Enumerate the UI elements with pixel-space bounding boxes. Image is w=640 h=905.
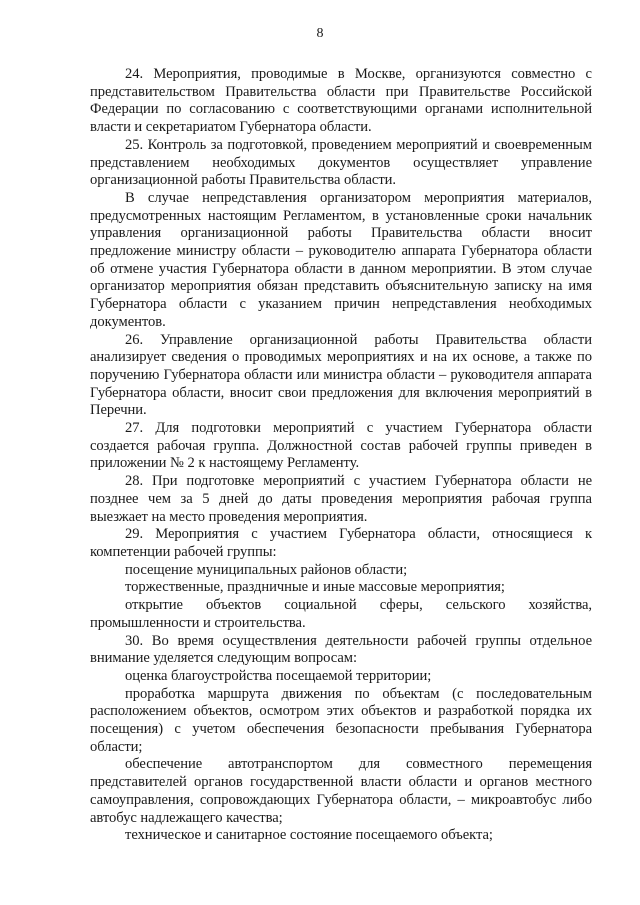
list-item: оценка благоустройства посещаемой территории; — [125, 667, 432, 684]
list-item: проработка маршрута движения по объектам (с последовательным расположением объектов, осмотром этих объектов и разработкой порядка их посещения) с учетом обеспечения безопасности пребывания Губернатора области; — [90, 685, 592, 755]
paragraph-26: 26. Управление организационной работы Правительства области анализирует сведения о проводимых мероприятиях и на их основе, а также по поручению Губернатора области или министра области – руководителя аппарата Губернатора области, вносит свои предложения для включения мероприятий в Перечни. — [90, 331, 592, 419]
paragraph-29: 29. Мероприятия с участием Губернатора области, относящиеся к компетенции рабочей группы: — [90, 526, 592, 560]
paragraph-25: 25. Контроль за подготовкой, проведением мероприятий и своевременным представлением необходимых документов осуществляет управление организационной работы Правительства области. — [90, 136, 592, 189]
list-item: обеспечение автотранспортом для совместного перемещения представителей органов государственной власти области и органов местного самоуправления, сопровождающих Губернатора области, – микроавтобус либо автобус надлежащего качества; — [90, 756, 592, 826]
document-body — [90, 66, 592, 845]
page-number: 8 — [316, 26, 324, 41]
paragraph-27: 27. Для подготовки мероприятий с участием Губернатора области создается рабочая группа. Должностной состав рабочей группы приведен в приложении № 2 к настоящему Регламенту. — [90, 420, 592, 472]
paragraph-24: 24. Мероприятия, проводимые в Москве, организуются совместно с представительством Правительства области при Правительстве Российской Федерации по согласованию с соответствующими органами исполнительной власти и секретариатом Губернатора области. — [90, 66, 592, 136]
list-item: посещение муниципальных районов области; — [125, 561, 408, 578]
list-item: торжественные, праздничные и иные массовые мероприятия; — [125, 579, 505, 596]
list-item: открытие объектов социальной сферы, сельского хозяйства, промышленности и строительства. — [90, 597, 592, 631]
paragraph-30: 30. Во время осуществления деятельности рабочей группы отдельное внимание уделяется следующим вопросам: — [90, 632, 592, 667]
paragraph-25-continuation: В случае непредставления организатором мероприятия материалов, предусмотренных настоящим Регламентом, в установленные сроки начальник управления организационной работы Правительства области вносит предложение министру области – руководителю аппарата Губернатора области об отмене участия Губернатора области в данном мероприятии. В этом случае организатор мероприятия обязан представить объяснительную записку на имя Губернатора области с указанием причин непредставления необходимых документов. — [90, 189, 592, 330]
list-item: техническое и санитарное состояние посещаемого объекта; — [125, 827, 493, 844]
paragraph-28: 28. При подготовке мероприятий с участием Губернатора области не позднее чем за 5 дней до даты проведения мероприятия рабочая группа выезжает на место проведения мероприятия. — [90, 473, 592, 525]
